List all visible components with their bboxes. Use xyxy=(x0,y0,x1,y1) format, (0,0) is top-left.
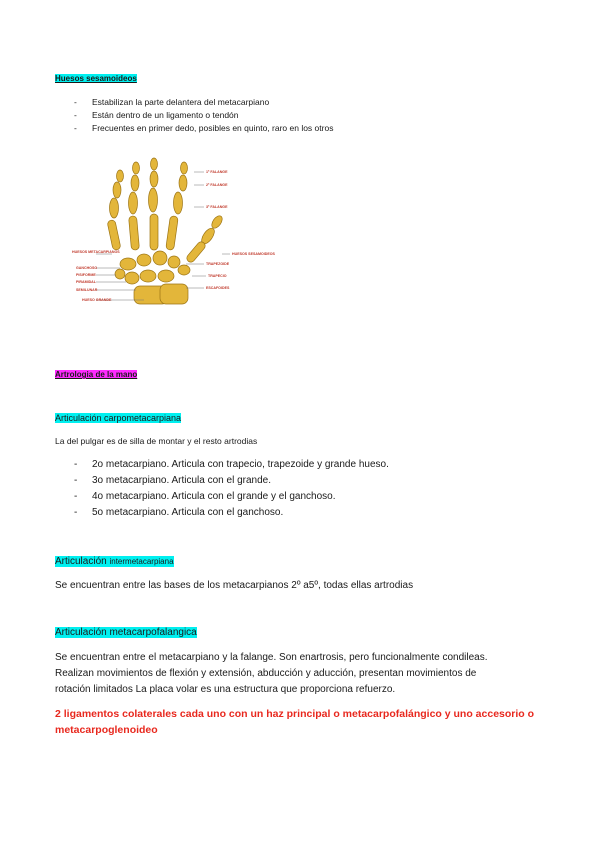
figure-label: 3ª FALANGE xyxy=(206,205,228,209)
bullet-text: 5o metacarpiano. Articula con el ganchoso. xyxy=(92,507,284,518)
metacarpofalangica-line: Realizan movimientos de flexión y extensión, abducción y aducción, presentan movimientos de xyxy=(55,668,477,679)
list-item xyxy=(74,507,494,521)
bullet-text: Estabilizan la parte delantera del metacarpiano xyxy=(92,97,270,107)
heading-intermetacarpiana xyxy=(55,556,174,567)
figure-label: 1ª FALANGE xyxy=(206,170,228,174)
bullet-dash: - xyxy=(74,459,78,470)
bullet-dash: - xyxy=(74,97,77,107)
figure-label: GANCHOSO xyxy=(76,266,98,270)
heading-artrologia-mano: Artrologia de la mano xyxy=(55,370,138,379)
figure-label: 2ª FALANGE xyxy=(206,183,228,187)
hand-skeleton-figure xyxy=(54,152,275,314)
metacarpofalangica-line: Se encuentran entre el metacarpiano y la falange. Son enartrosis, pero funcionalmente condileas. xyxy=(55,652,488,663)
list-item xyxy=(74,475,494,489)
metacarpofalangica-line: rotación limitados La placa volar es una estructura que proporciona refuerzo. xyxy=(55,684,396,695)
list-item xyxy=(74,123,494,135)
list-item xyxy=(74,491,494,505)
bullet-text: 4o metacarpiano. Articula con el grande y el ganchoso. xyxy=(92,491,336,502)
heading-metacarpofalangica: Articulación metacarpofalangica xyxy=(55,627,197,638)
bullet-dash: - xyxy=(74,123,77,133)
figure-label: TRAPEZOIDE xyxy=(206,262,230,266)
ligamentos-note-line: metacarpoglenoideo xyxy=(55,724,158,736)
bullet-text: 3o metacarpiano. Articula con el grande. xyxy=(92,475,271,486)
heading-intermetacarpiana-small: intermetacarpiana xyxy=(109,557,174,566)
heading-intermetacarpiana-main: Articulación xyxy=(55,556,107,567)
bullet-dash: - xyxy=(74,491,78,502)
bullet-dash: - xyxy=(74,507,78,518)
figure-label: PISIFORME xyxy=(76,273,96,277)
figure-label: HUESO GRANDE xyxy=(82,298,112,302)
ligamentos-note-line: 2 ligamentos colaterales cada uno con un haz principal o metacarpofalángico y uno accesorio o xyxy=(55,708,535,720)
figure-label: HUESOS METACARPIANOS xyxy=(72,250,120,254)
figure-label: ESCAFOIDES xyxy=(206,286,230,290)
figure-label: HUESOS SESAMOIDEOS xyxy=(232,252,275,256)
heading-huesos-sesamoideos: Huesos sesamoideos xyxy=(55,74,137,83)
carpometacarpiana-intro: La del pulgar es de silla de montar y el resto artrodias xyxy=(55,436,258,446)
hand-skeleton-illustration xyxy=(54,152,275,314)
intermetacarpiana-text: Se encuentran entre las bases de los metacarpianos 2º a5º, todas ellas artrodias xyxy=(55,580,414,591)
bullet-text: Están dentro de un ligamento o tendón xyxy=(92,110,239,120)
bullet-dash: - xyxy=(74,475,78,486)
heading-carpometacarpiana: Articulación carpometacarpiana xyxy=(55,413,182,423)
list-item xyxy=(74,459,494,473)
figure-label: TRAPECIO xyxy=(208,274,227,278)
bullet-text: Frecuentes en primer dedo, posibles en quinto, raro en los otros xyxy=(92,123,334,133)
figure-label: PIRAMIDAL xyxy=(76,280,96,284)
list-item xyxy=(74,110,494,122)
figure-label: SEMILUNAR xyxy=(76,288,98,292)
bullet-text: 2o metacarpiano. Articula con trapecio, trapezoide y grande hueso. xyxy=(92,459,389,470)
bullet-dash: - xyxy=(74,110,77,120)
list-item xyxy=(74,97,494,109)
